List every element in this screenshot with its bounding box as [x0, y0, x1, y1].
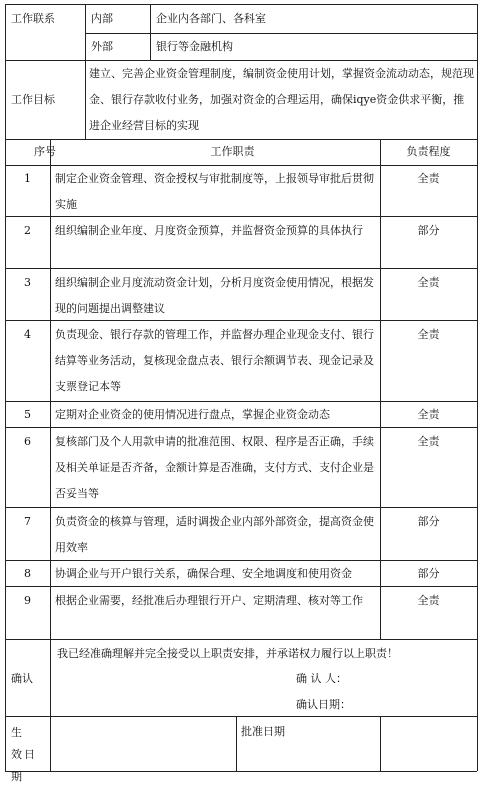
- row-duty: 定期对企业资金的使用情况进行盘点，掌握企业资金动态: [55, 408, 330, 421]
- row-seq: 8: [24, 567, 31, 580]
- contact-internal-value: 企业内各部门、各科室: [156, 12, 266, 25]
- row-duty: 组织编制企业月度流动资金计划，分析月度资金使用情况，根据发现的问题提出调整建议: [55, 276, 374, 315]
- row-seq: 1: [24, 172, 31, 185]
- row-resp: 全责: [417, 276, 440, 289]
- rule-row2-bottom: [5, 268, 477, 269]
- row-duty: 负责现金、银行存款的管理工作，并监督办理企业现金支付、银行结算等业务活动，复核现金盘点表、银行余额调节表、现金记录及支票登记本等: [55, 328, 374, 393]
- rule-bottom: [5, 771, 477, 772]
- rule-effective-right: [380, 716, 381, 771]
- row-seq: 2: [24, 224, 31, 237]
- rule-resp-col: [380, 139, 381, 639]
- rule-goal-bottom: [5, 139, 477, 140]
- row-resp: 部分: [417, 515, 440, 528]
- rule-top: [5, 4, 477, 5]
- effective-label: 生 效日期: [11, 726, 37, 783]
- row-seq: 9: [24, 594, 31, 607]
- rule-label-col: [85, 4, 86, 139]
- row-seq: 5: [24, 408, 31, 421]
- approval-date-label: 批准日期: [241, 725, 285, 738]
- rule-contact-sub: [150, 4, 151, 60]
- row-resp: 全责: [417, 328, 440, 341]
- header-seq: 序号: [34, 145, 56, 158]
- rule-confirm-col: [50, 639, 51, 771]
- rule-row9-bottom: [5, 639, 477, 640]
- rule-right: [477, 4, 478, 771]
- row-duty: 组织编制企业年度、月度资金预算，并监督资金预算的具体执行: [55, 224, 363, 237]
- rule-seq-col: [50, 139, 51, 639]
- row-duty: 根据企业需要，经批准后办理银行开户、定期清理、核对等工作: [55, 594, 363, 607]
- goal-label: 工作目标: [11, 93, 55, 106]
- row-resp: 全责: [417, 594, 440, 607]
- confirm-label: 确认: [11, 672, 33, 685]
- confirm-statement: 我已经准确理解并完全接受以上职责安排，并承诺权力履行以上职责！: [57, 647, 398, 660]
- row-resp: 全责: [417, 435, 440, 448]
- row-resp: 全责: [417, 172, 440, 185]
- row-seq: 3: [24, 276, 31, 289]
- row-duty: 负责资金的核算与管理，适时调拨企业内部外部资金，提高资金使用效率: [55, 515, 374, 554]
- rule-row6-bottom: [5, 507, 477, 508]
- rule-internal-bottom: [85, 33, 477, 34]
- row-resp: 部分: [417, 224, 440, 237]
- row-resp: 全责: [417, 408, 440, 421]
- goal-text: 建立、完善企业资金管理制度，编制资金使用计划，掌握资金流动动态，规范现金、银行存款收付业务，加强对资金的合理运用，确保iqye资金供求平衡，推进企业经营目标的实现: [89, 67, 474, 132]
- row-seq: 4: [24, 328, 31, 341]
- contact-external-label: 外部: [91, 40, 113, 53]
- rule-confirm-bottom: [5, 716, 477, 717]
- row-duty: 制定企业资金管理、资金授权与审批制度等，上报领导审批后贯彻实施: [55, 172, 374, 211]
- row-seq: 6: [24, 435, 31, 448]
- contact-external-value: 银行等金融机构: [156, 40, 233, 53]
- row-seq: 7: [24, 515, 31, 528]
- header-resp: 负责程度: [406, 145, 451, 158]
- contact-internal-label: 内部: [91, 12, 113, 25]
- confirm-date-label: 确认日期：: [296, 698, 351, 711]
- row-resp: 部分: [417, 567, 440, 580]
- contact-label: 工作联系: [11, 12, 55, 25]
- rule-effective-mid: [236, 716, 237, 771]
- header-duty: 工作职责: [210, 145, 255, 158]
- rule-left: [5, 4, 6, 771]
- confirm-signer-label: 确 认 人：: [296, 672, 347, 685]
- row-duty: 协调企业与开户银行关系，确保合理、安全地调度和使用资金: [55, 567, 352, 580]
- row-duty: 复核部门及个人用款申请的批准范围、权限、程序是否正确，手续及相关单证是否齐备，金额计算是否准确，支付方式、支付企业是否妥当等: [55, 435, 374, 500]
